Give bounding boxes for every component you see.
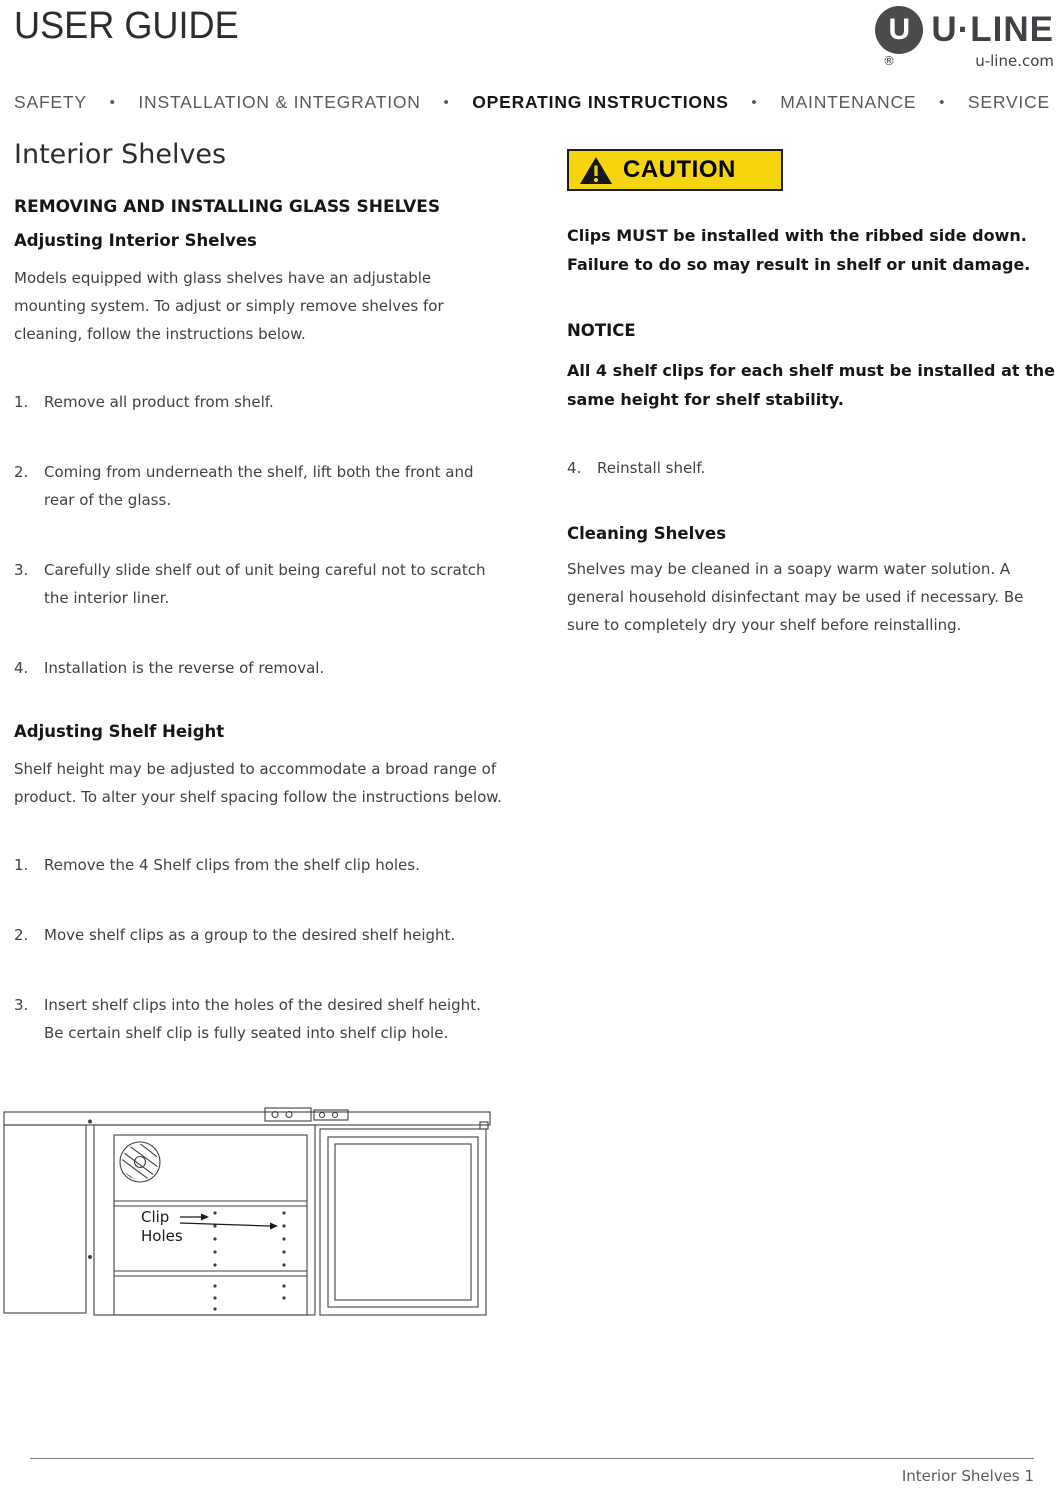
nav-item-installation: INSTALLATION & INTEGRATION (138, 92, 421, 112)
footer (0, 1458, 1064, 1485)
step-text: Installation is the reverse of removal. (44, 659, 325, 678)
callout-arrows (180, 1214, 278, 1230)
step-text: Carefully slide shelf out of unit being careful not to scratch the interior liner. (44, 561, 486, 608)
list-item (14, 921, 504, 949)
shelf-clip-figure (2, 1105, 494, 1320)
page-title: Interior Shelves (14, 139, 227, 170)
section-heading: REMOVING AND INSTALLING GLASS SHELVES (14, 197, 441, 218)
figure-label-line1: Clip (141, 1208, 170, 1227)
step-text: Insert shelf clips into the holes of the desired shelf height. Be certain shelf clip is fully seated into shelf clip hole. (44, 996, 481, 1043)
numbered-list (14, 851, 504, 1047)
notice-heading: NOTICE (567, 321, 636, 340)
uline-logo-row (875, 6, 1054, 54)
registered-mark: ® (883, 54, 895, 68)
uline-site-text: u-line.com (975, 52, 1054, 70)
notice-body-text: All 4 shelf clips for each shelf must be installed at the same height for shelf stability. (567, 361, 1055, 409)
caution-label: CAUTION (623, 156, 736, 183)
step-number: 3. (14, 996, 29, 1015)
warning-triangle-icon (579, 156, 613, 185)
step-number: 3. (14, 561, 29, 580)
uline-logo (839, 6, 1054, 70)
nav-item-maintenance: MAINTENANCE (780, 92, 917, 112)
list-item (14, 556, 504, 612)
list-item (14, 851, 504, 879)
step-number: 1. (14, 393, 29, 412)
step-number: 4. (14, 659, 29, 678)
uline-logo-sub (839, 52, 1054, 70)
step-number: 1. (14, 856, 29, 875)
cleaning-shelves-heading: Cleaning Shelves (567, 524, 727, 543)
step-text: Remove all product from shelf. (44, 393, 274, 412)
header (0, 0, 1064, 70)
paragraph: Shelf height may be adjusted to accommodate a broad range of product. To alter your shelf spacing follow the instructions below. (14, 760, 502, 807)
subsection-heading-adjusting-interior-shelves: Adjusting Interior Shelves (14, 231, 257, 251)
list-item (14, 654, 504, 682)
nav-item-operating-instructions: OPERATING INSTRUCTIONS (472, 92, 729, 112)
list-item (14, 458, 504, 514)
step-number: 4. (567, 459, 582, 477)
list-item (14, 388, 504, 416)
step-number: 2. (14, 926, 29, 945)
refrigerator-interior-illustration (2, 1105, 494, 1320)
figure-label-line2: Holes (141, 1227, 183, 1246)
caution-box (567, 149, 783, 191)
page-number: Interior Shelves 1 (901, 1467, 1034, 1485)
doc-title: USER GUIDE (14, 5, 239, 47)
nav-separator: • (109, 94, 116, 111)
nav-separator: • (939, 94, 946, 111)
list-item (14, 991, 504, 1047)
nav-separator: • (443, 94, 450, 111)
cleaning-body-text: Shelves may be cleaned in a soapy warm water solution. A general household disinfectant may be used if necessary. Be sure to completely dry your shelf before reinstalling. (567, 560, 1024, 634)
nav-item-service: SERVICE (967, 92, 1050, 112)
caution-body-text: Clips MUST be installed with the ribbed side down. Failure to do so may result in shelf or unit damage. (567, 226, 1031, 274)
uline-logo-initial: U (888, 13, 911, 46)
nav-item-safety: SAFETY (14, 92, 87, 112)
step-text: Coming from underneath the shelf, lift both the front and rear of the glass. (44, 463, 474, 510)
uline-logo-icon (875, 6, 923, 54)
right-column (567, 139, 1057, 639)
paragraph: Models equipped with glass shelves have an adjustable mounting system. To adjust or simply remove shelves for cleaning, follow the instructions below. (14, 269, 444, 344)
footer-rule (30, 1458, 1034, 1459)
numbered-list (14, 388, 504, 682)
step-text: Remove the 4 Shelf clips from the shelf clip holes. (44, 856, 420, 875)
left-column (14, 139, 504, 1320)
step-number: 2. (14, 463, 29, 482)
section-nav (14, 92, 1050, 113)
list-item (567, 454, 1057, 482)
subsection-heading-adjusting-shelf-height: Adjusting Shelf Height (14, 722, 225, 742)
step-text: Move shelf clips as a group to the desired shelf height. (44, 926, 456, 945)
content-columns (0, 139, 1064, 1320)
nav-separator: • (751, 94, 758, 111)
uline-brand-text: U·LINE (931, 10, 1054, 49)
step-text: Reinstall shelf. (597, 459, 706, 477)
